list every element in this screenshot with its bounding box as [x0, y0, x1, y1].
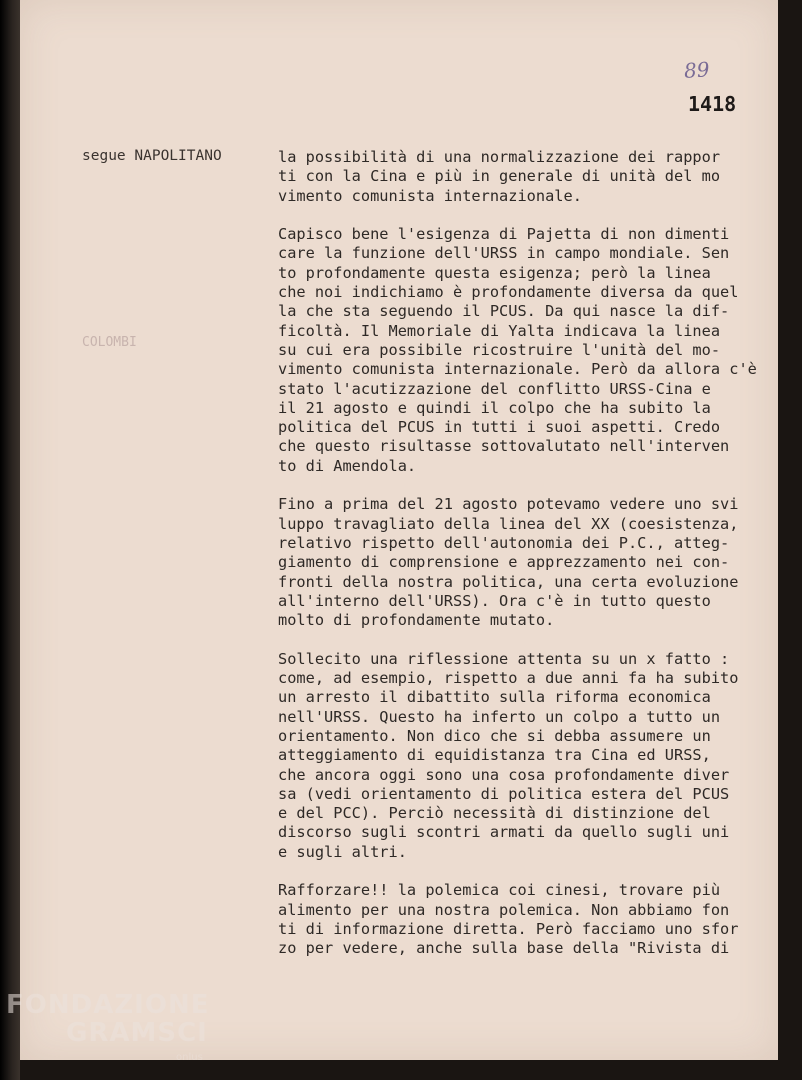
text-line: che noi indichiamo è profondamente diversa da quel [278, 283, 739, 302]
text-line: la possibilità di una normalizzazione dei rappor [278, 148, 721, 166]
text-line: un arresto il dibattito sulla riforma economica [278, 688, 711, 707]
text-line: come, ad esempio, rispetto a due anni fa ha subito [278, 669, 739, 688]
pencil-page-number: 89 [683, 57, 711, 83]
text-line: luppo travagliato della linea del XX (coesistenza, [278, 514, 739, 533]
text-line: to profondamente questa esigenza; però la linea [278, 263, 711, 282]
paragraph [278, 148, 758, 206]
text-line: e sugli altri. [278, 842, 407, 861]
typed-page-number: 1418 [688, 92, 737, 116]
text-line: Rafforzare!! la polemica coi cinesi, trovare più [278, 881, 721, 900]
paragraph [278, 881, 758, 958]
text-line: fronti della nostra politica, una certa evoluzione [278, 572, 739, 591]
text-line: Fino a prima del 21 agosto potevamo vedere uno svi [278, 495, 739, 514]
text-line: to di Amendola. [278, 456, 417, 475]
paragraph [278, 650, 758, 862]
text-line: zo per vedere, anche sulla base della "Rivista di [278, 939, 730, 958]
binding-edge [0, 0, 20, 1080]
text-line: care la funzione dell'URSS in campo mondiale. Sen [278, 244, 730, 263]
text-line: Sollecito una riflessione attenta su un x fatto : [278, 649, 730, 668]
text-line: la che sta seguendo il PCUS. Da qui nasce la dif- [278, 302, 730, 321]
text-line: molto di profondamente mutato. [278, 611, 555, 630]
text-line: politica del PCUS in tutti i suoi aspetti. Credo [278, 418, 721, 437]
text-line: all'interno dell'URSS). Ora c'è in tutto questo [278, 591, 711, 610]
paragraph [278, 225, 758, 476]
paragraph [278, 495, 758, 630]
text-line: vimento comunista internazionale. Però da allora c'è [278, 360, 757, 379]
text-line: nell'URSS. Questo ha inferto un colpo a tutto un [278, 707, 721, 726]
text-line: su cui era possibile ricostruire l'unità del mo- [278, 340, 721, 359]
transcript-body [278, 148, 758, 978]
text-line: il 21 agosto e quindi il colpo che ha subito la [278, 398, 711, 417]
bottom-background [20, 1060, 802, 1080]
watermark-line2: GRAMSCI [66, 1018, 208, 1048]
text-line: ti con la Cina e più in generale di unità del mo [278, 167, 721, 186]
faint-margin-note: COLOMBI [82, 335, 137, 350]
watermark-suffix: onlus [176, 1052, 203, 1063]
text-line: vimento comunista internazionale. [278, 186, 582, 205]
text-line: atteggiamento di equidistanza tra Cina ed URSS, [278, 746, 711, 765]
text-line: alimento per una nostra polemica. Non abbiamo fon [278, 900, 730, 919]
text-line: discorso sugli scontri armati da quello sugli uni [278, 823, 730, 842]
text-line: ti di informazione diretta. Però facciamo uno sfor [278, 919, 739, 938]
text-line: Capisco bene l'esigenza di Pajetta di non dimenti [278, 225, 730, 244]
text-line: orientamento. Non dico che si debba assumere un [278, 726, 711, 745]
text-line: sa (vedi orientamento di politica estera del PCUS [278, 784, 730, 803]
text-line: ficoltà. Il Memoriale di Yalta indicava la linea [278, 321, 721, 340]
watermark-line1: FONDAZIONE [6, 990, 210, 1020]
text-line: relativo rispetto dell'autonomia dei P.C., atteg- [278, 533, 730, 552]
text-line: e del PCC). Perciò necessità di distinzione del [278, 804, 711, 823]
text-line: giamento di comprensione e apprezzamento nei con- [278, 553, 730, 572]
watermark-logo [6, 990, 209, 1048]
right-background [778, 0, 802, 1080]
text-line: che questo risultasse sottovalutato nell'interven [278, 437, 730, 456]
text-line: stato l'acutizzazione del conflitto URSS-Cina e [278, 379, 711, 398]
text-line: che ancora oggi sono una cosa profondamente diver [278, 765, 730, 784]
speaker-label: segue NAPOLITANO [82, 148, 222, 164]
